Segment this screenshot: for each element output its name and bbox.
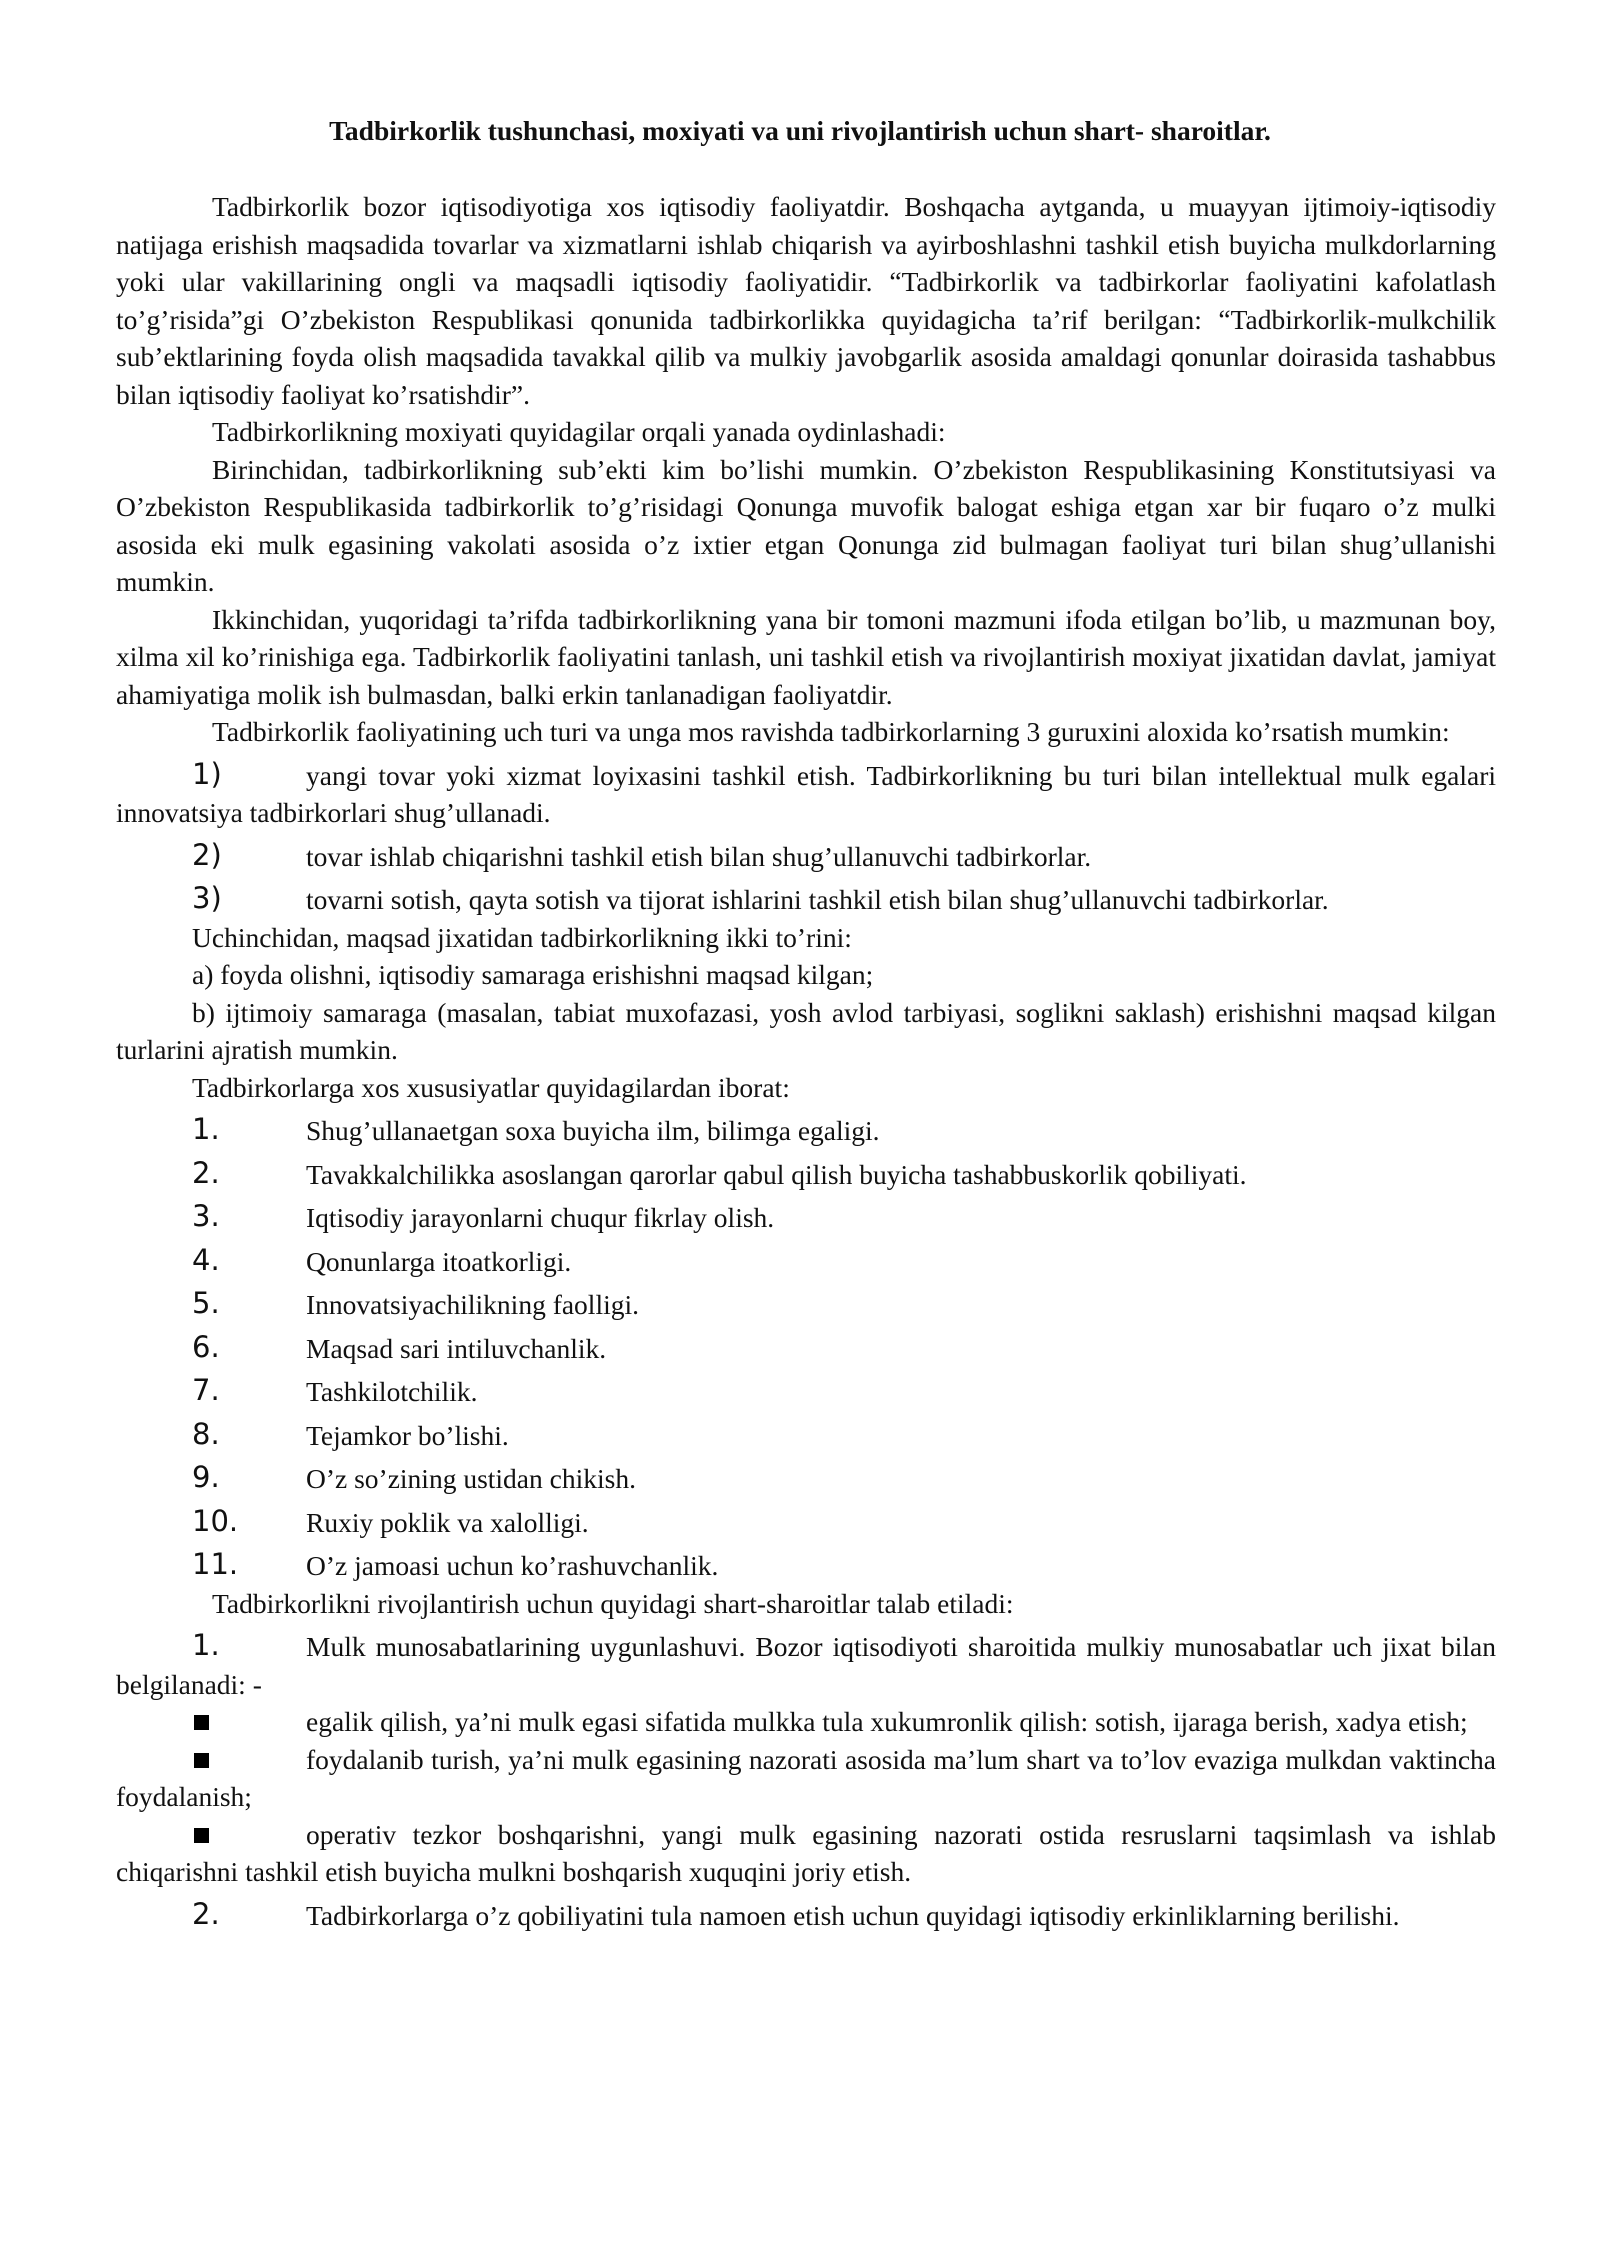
list-item-text: Tashkilotchilik. — [306, 1376, 478, 1407]
bullet-item-text: foydalanib turish, ya’ni mulk egasining nazorati asosida ma’lum shart va to’lov evaziga mulkdan vaktincha foydalanish; — [116, 1743, 1496, 1812]
list-item-text: O’z so’zining ustidan chikish. — [306, 1463, 636, 1494]
intro-paragraph: Tadbirkorlik bozor iqtisodiyotiga xos iqtisodiy faoliyatdir. Boshqacha aytganda, u muayyan ijtimoiy-iqtisodiy natijaga erishish maqsadida tovarlar va xizmatlarni ishlab chiqarish va ayirboshlashni tashkil etish buyicha mulkdorlarning yoki ular vakillarining ongli va maqsadli iqtisodiy faoliyatidir. “Tadbirkorlik va tadbirkorlar faoliyatini kafolatlash to’g’risida”gi O’zbekiston Respublikasi qonunida tadbirkorlikka quyidagicha ta’rif berilgan: “Tadbirkorlik-mulkchilik sub’ektlarining foyda olish maqsadida tavakkal qilib va mulkiy javobgarlik asosida amaldagi qonunlar doirasida tashabbus bilan iqtisodiy faoliyat ko’rsatishdir”. — [116, 191, 1496, 410]
list-item — [116, 1330, 1496, 1368]
second-point-paragraph: Ikkinchidan, yuqoridagi ta’rifda tadbirkorlikning yana bir tomoni mazmuni ifoda etilgan bo’lib, u mazmunan boy, xilma xil ko’rinishiga ega. Tadbirkorlik faoliyatini tanlash, uni tashkil etish va rivojlantirish moxiyat jixatidan davlat, jamiyat ahamiyatiga molik ish bulmasdan, balki erkin tanlanadigan faoliyatdir. — [116, 603, 1496, 710]
list-item — [116, 1112, 1496, 1150]
list-number: 1. — [192, 1628, 220, 1662]
list-number: 2) — [192, 837, 222, 872]
list-item — [116, 1547, 1496, 1585]
list-number: 5. — [192, 1286, 220, 1320]
third-point-b: b) ijtimoiy samaraga (masalan, tabiat muxofazasi, yosh avlod tarbiyasi, soglikni saklash) erishishni maqsad kilgan turlarini ajratish mumkin. — [116, 996, 1496, 1065]
list-item-text: Tavakkalchilikka asoslangan qarorlar qabul qilish buyicha tashabbuskorlik qobiliyati. — [306, 1158, 1247, 1190]
list-item — [116, 1897, 1496, 1935]
traits-intro-paragraph: Tadbirkorlarga xos xususiyatlar quyidagilardan iborat: — [192, 1071, 790, 1103]
list-number: 3. — [192, 1199, 220, 1233]
bullet-item — [116, 1703, 1496, 1741]
essence-paragraph: Tadbirkorlikning moxiyati quyidagilar orqali yanada oydinlashadi: — [212, 416, 946, 447]
list-number: 2. — [192, 1896, 220, 1931]
list-number: 9. — [192, 1460, 220, 1494]
bullet-item — [116, 1816, 1496, 1891]
list-number: 11. — [192, 1547, 239, 1581]
list-item-text: tovarni sotish, qayta sotish va tijorat ishlarini tashkil etish bilan shug’ullanuvchi tadbirkorlar. — [306, 884, 1329, 915]
list-item — [116, 1417, 1496, 1455]
list-item-text: yangi tovar yoki xizmat loyixasini tashkil etish. Tadbirkorlikning bu turi bilan intellektual mulk egalari innovatsiya tadbirkorlari shug’ullanadi. — [116, 759, 1496, 828]
list-number: 10. — [192, 1503, 239, 1538]
list-number: 3) — [192, 881, 222, 915]
list-item-text: Qonunlarga itoatkorligi. — [306, 1245, 572, 1277]
list-number: 8. — [192, 1416, 220, 1451]
bullet-item-text: operativ tezkor boshqarishni, yangi mulk egasining nazorati ostida resruslarni taqsimlash va ishlab chiqarishni tashkil etish buyicha mulkni boshqarish xuquqini joriy etish. — [116, 1818, 1496, 1887]
list-item — [116, 757, 1496, 832]
list-item-text: Shug’ullanaetgan soxa buyicha ilm, bilimga egaligi. — [306, 1115, 880, 1146]
bullet-item-text: egalik qilish, ya’ni mulk egasi sifatida mulkka tula xukumronlik qilish: sotish, ijaraga berish, xadya etish; — [306, 1706, 1468, 1737]
list-item — [116, 1199, 1496, 1237]
conditions-intro-paragraph: Tadbirkorlikni rivojlantirish uchun quyidagi shart-sharoitlar talab etiladi: — [212, 1587, 1014, 1619]
bullet-item — [116, 1741, 1496, 1816]
list-item — [116, 1156, 1496, 1194]
square-bullet-icon — [194, 1828, 209, 1843]
list-item-text: Tejamkor bo’lishi. — [306, 1419, 509, 1451]
list-number: 1. — [192, 1112, 220, 1146]
list-item-text: tovar ishlab chiqarishni tashkil etish bilan shug’ullanuvchi tadbirkorlar. — [306, 840, 1092, 872]
list-item-text: Maqsad sari intiluvchanlik. — [306, 1332, 607, 1364]
list-number: 1) — [192, 756, 222, 791]
square-bullet-icon — [194, 1753, 209, 1768]
third-point-a: a) foyda olishni, iqtisodiy samaraga erishishni maqsad kilgan; — [192, 959, 874, 990]
list-item-text: Ruxiy poklik va xalolligi. — [306, 1506, 589, 1538]
list-item — [116, 1460, 1496, 1498]
square-bullet-icon — [194, 1715, 209, 1730]
document-body — [116, 188, 1496, 1934]
third-point-paragraph: Uchinchidan, maqsad jixatidan tadbirkorlikning ikki to’rini: — [192, 921, 852, 953]
list-item-text: O’z jamoasi uchun ko’rashuvchanlik. — [306, 1550, 719, 1581]
list-item-text: Tadbirkorlarga o’z qobiliyatini tula namoen etish uchun quyidagi iqtisodiy erkinliklarning berilishi. — [306, 1899, 1400, 1931]
list-item — [116, 1373, 1496, 1411]
list-item-text: Mulk munosabatlarining uygunlashuvi. Bozor iqtisodiyoti sharoitida mulkiy munosabatlar uch jixat bilan belgilanadi: - — [116, 1631, 1496, 1700]
list-item-text: Iqtisodiy jarayonlarni chuqur fikrlay olish. — [306, 1202, 775, 1233]
list-number: 4. — [192, 1242, 220, 1277]
list-item — [116, 1628, 1496, 1703]
list-number: 6. — [192, 1329, 220, 1364]
list-item — [116, 881, 1496, 919]
types-intro-paragraph: Tadbirkorlik faoliyatining uch turi va unga mos ravishda tadbirkorlarning 3 guruxini aloxida ko’rsatish mumkin: — [212, 716, 1450, 747]
list-item-text: Innovatsiyachilikning faolligi. — [306, 1289, 639, 1320]
list-number: 7. — [192, 1373, 220, 1407]
list-item — [116, 1504, 1496, 1542]
document-title: Tadbirkorlik tushunchasi, moxiyati va uni rivojlantirish uchun shart- sharoitlar. — [329, 115, 1271, 146]
list-item — [116, 1286, 1496, 1324]
list-item — [116, 1243, 1496, 1281]
first-point-paragraph: Birinchidan, tadbirkorlikning sub’ekti kim bo’lishi mumkin. O’zbekiston Respublikasining Konstitutsiyasi va O’zbekiston Respublikasida tadbirkorlik to’g’risidagi Qonunga muvofik balogat eshiga etgan xar bir fuqaro o’z mulki asosida eki mulk egasining vakolati asosida o’z ixtier etgan Qonunga zid bulmagan faoliyat turi bilan shug’ullanishi mumkin. — [116, 453, 1496, 597]
list-number: 2. — [192, 1155, 220, 1190]
list-item — [116, 838, 1496, 876]
